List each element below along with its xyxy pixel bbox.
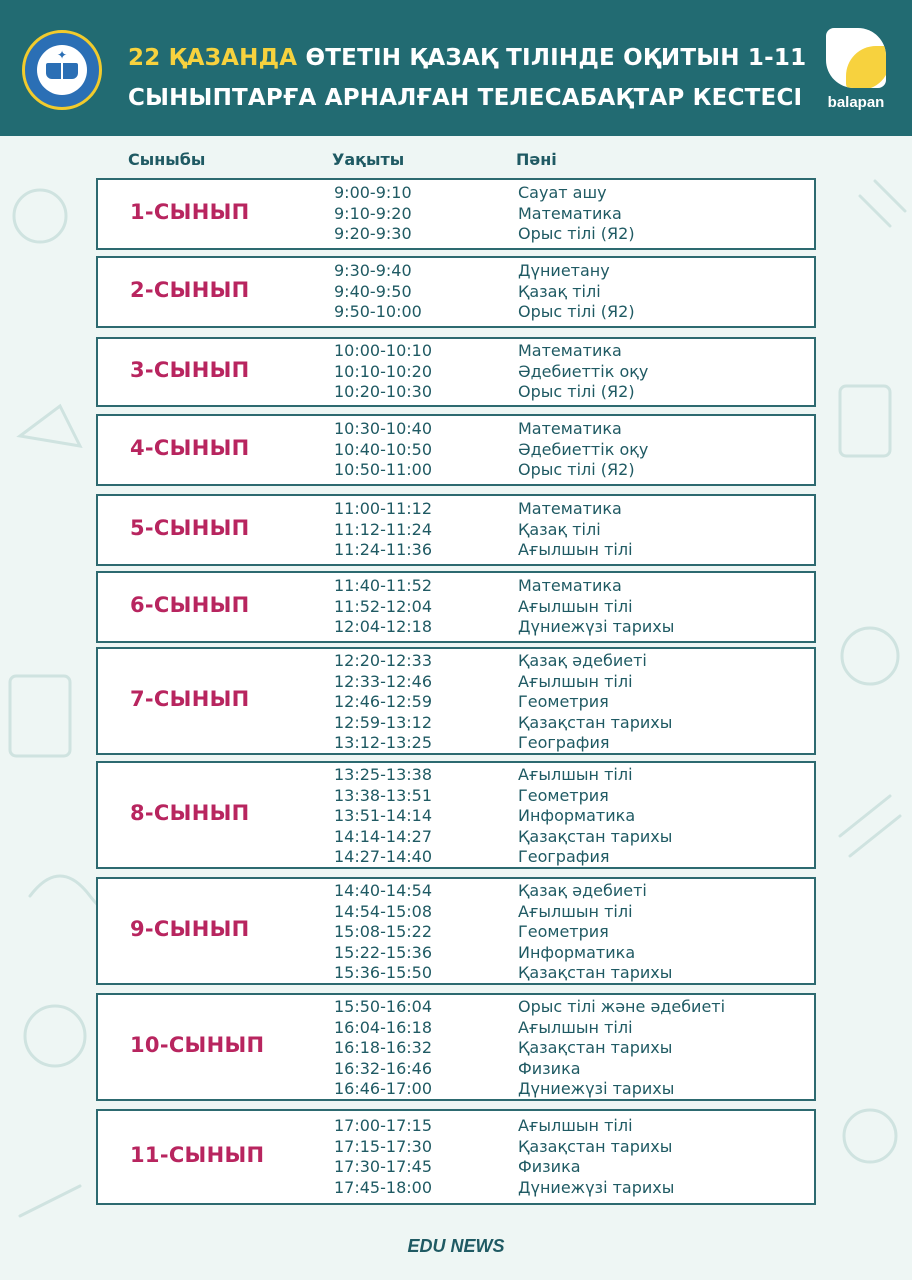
lesson-subject: Қазақ тілі [518,519,601,539]
lesson-subject: Дүниежүзі тарихы [518,1177,675,1197]
lesson-subject: Ағылшын тілі [518,540,633,560]
lesson-subjects [518,651,672,754]
lesson-subject: Қазақстан тарихы [518,712,673,732]
page-title [128,38,828,118]
schedule-row [96,256,816,328]
lesson-time: 14:40-14:54 [334,881,432,900]
lesson-subject: Математика [518,576,622,596]
lesson-time: 13:38-13:51 [334,785,432,805]
lesson-times [334,499,432,561]
lesson-subject: Орыс тілі және әдебиеті [518,997,726,1016]
lesson-time: 13:25-13:38 [334,765,432,784]
lesson-subject: Қазақ әдебиеті [518,651,647,670]
lesson-time: 15:22-15:36 [334,942,432,962]
lesson-time: 12:20-12:33 [334,651,432,670]
grade-label: 8-СЫНЫП [130,801,250,825]
lesson-time: 9:00-9:10 [334,183,412,203]
lesson-time: 14:27-14:40 [334,847,432,866]
lesson-time: 11:00-11:12 [334,499,432,519]
lesson-time: 10:30-10:40 [334,419,432,439]
lesson-subject: Дүниежүзі тарихы [518,617,675,637]
lesson-times [334,419,432,481]
grade-label: 4-СЫНЫП [130,436,250,460]
lesson-subjects [518,576,674,638]
lesson-times [334,341,432,403]
lesson-time: 17:00-17:15 [334,1116,432,1135]
lesson-subject: Геометрия [518,692,609,711]
lesson-subject: Орыс тілі (Я2) [518,460,635,480]
lesson-subjects [518,341,648,403]
lesson-subject: Информатика [518,806,636,825]
column-header-time: Уақыты [332,150,405,169]
lesson-time: 16:18-16:32 [334,1038,432,1057]
lesson-subject: Қазақ әдебиеті [518,881,647,900]
lesson-times [334,1116,432,1198]
lesson-time: 12:04-12:18 [334,617,432,637]
grade-label: 2-СЫНЫП [130,278,250,302]
lesson-times [334,651,432,754]
lesson-subjects [518,1116,674,1198]
lesson-time: 10:50-11:00 [334,460,432,480]
lesson-subjects [518,997,725,1100]
lesson-time: 11:52-12:04 [334,596,432,616]
lesson-time: 12:33-12:46 [334,671,432,691]
lesson-subject: Ағылшын тілі [518,671,633,691]
lesson-subject: Қазақстан тарихы [518,1038,673,1057]
lesson-time: 12:46-12:59 [334,692,432,711]
schedule-row [96,647,816,755]
lesson-subject: Дүниежүзі тарихы [518,1079,675,1098]
lesson-time: 9:10-9:20 [334,203,412,223]
lesson-times [334,183,412,245]
lesson-time: 11:40-11:52 [334,576,432,596]
lesson-subjects [518,881,672,984]
lesson-subject: Ағылшын тілі [518,765,633,784]
lesson-time: 13:51-14:14 [334,806,432,825]
lesson-times [334,997,432,1100]
lesson-time: 15:36-15:50 [334,963,432,982]
lesson-times [334,765,432,868]
grade-label: 5-СЫНЫП [130,516,250,540]
lesson-subject: Физика [518,1058,581,1078]
lesson-time: 17:15-17:30 [334,1136,432,1156]
ministry-emblem-icon: ✦ [22,30,102,110]
lesson-subject: Ағылшын тілі [518,596,633,616]
lesson-times [334,261,422,323]
grade-label: 10-СЫНЫП [130,1033,265,1057]
lesson-times [334,881,432,984]
lesson-subjects [518,499,633,561]
lesson-time: 10:40-10:50 [334,439,432,459]
title-date: 22 ҚАЗАНДА [128,45,298,71]
lesson-time: 15:08-15:22 [334,922,432,941]
lesson-subject: Геометрия [518,922,609,941]
grade-label: 9-СЫНЫП [130,917,250,941]
lesson-subject: Қазақстан тарихы [518,963,673,982]
lesson-subjects [518,183,635,245]
schedule-row [96,337,816,407]
title-line1: ӨТЕТІН ҚАЗАҚ ТІЛІНДЕ ОҚИТЫН 1-11 [297,45,807,71]
schedule-row [96,761,816,869]
lesson-subject: Ағылшын тілі [518,1017,633,1037]
grade-label: 11-СЫНЫП [130,1143,265,1167]
lesson-subject: Ағылшын тілі [518,1116,633,1135]
lesson-time: 9:50-10:00 [334,302,422,322]
lesson-time: 12:59-13:12 [334,712,432,732]
lesson-subject: Дүниетану [518,261,610,281]
schedule-row [96,414,816,486]
brand-logo [820,28,892,118]
brand-name: balapan [827,94,885,111]
schedule-row [96,571,816,643]
grade-label: 7-СЫНЫП [130,687,250,711]
lesson-subject: Геометрия [518,785,609,805]
schedule-row [96,1109,816,1205]
schedule-row [96,993,816,1101]
lesson-time: 10:10-10:20 [334,361,432,381]
schedule-row [96,877,816,985]
lesson-subject: География [518,733,610,752]
lesson-subject: Қазақстан тарихы [518,826,673,846]
lesson-time: 10:20-10:30 [334,382,432,402]
lesson-subject: География [518,847,610,866]
lesson-subjects [518,765,672,868]
lesson-subject: Ағылшын тілі [518,901,633,921]
grade-label: 3-СЫНЫП [130,358,250,382]
footer-source: EDU NEWS [407,1236,505,1256]
lesson-subject: Физика [518,1157,581,1176]
column-header-subject: Пәні [516,150,557,169]
lesson-subject: Математика [518,341,622,361]
grade-label: 1-СЫНЫП [130,200,250,224]
lesson-subject: Әдебиеттік оқу [518,361,649,381]
lesson-time: 16:04-16:18 [334,1017,432,1037]
lesson-subject: Информатика [518,942,636,962]
title-line2: СЫНЫПТАРҒА АРНАЛҒАН ТЕЛЕСАБАҚТАР КЕСТЕСІ [128,85,803,111]
lesson-time: 10:00-10:10 [334,341,432,361]
lesson-subject: Қазақ тілі [518,281,601,301]
lesson-subject: Орыс тілі (Я2) [518,224,635,244]
grade-label: 6-СЫНЫП [130,593,250,617]
lesson-subjects [518,419,648,481]
lesson-subject: Сауат ашу [518,183,607,203]
balapan-logo-icon [826,28,886,88]
lesson-time: 17:45-18:00 [334,1177,432,1197]
lesson-subject: Математика [518,499,622,519]
lesson-time: 13:12-13:25 [334,733,432,752]
lesson-subject: Орыс тілі (Я2) [518,302,635,322]
lesson-time: 9:30-9:40 [334,261,412,281]
lesson-time: 14:54-15:08 [334,901,432,921]
lesson-subject: Математика [518,419,622,439]
header-banner [0,0,912,136]
lesson-time: 9:20-9:30 [334,224,412,244]
lesson-time: 9:40-9:50 [334,281,412,301]
lesson-time: 17:30-17:45 [334,1157,432,1176]
lesson-time: 11:24-11:36 [334,540,432,560]
lesson-time: 16:32-16:46 [334,1058,432,1078]
column-header-grade: Сыныбы [128,150,206,169]
lesson-subject: Қазақстан тарихы [518,1136,673,1156]
lesson-subjects [518,261,635,323]
lesson-subject: Әдебиеттік оқу [518,439,649,459]
schedule-row [96,178,816,250]
lesson-subject: Математика [518,203,622,223]
lesson-time: 11:12-11:24 [334,519,432,539]
lesson-time: 14:14-14:27 [334,826,432,846]
schedule-row [96,494,816,566]
lesson-time: 16:46-17:00 [334,1079,432,1098]
lesson-time: 15:50-16:04 [334,997,432,1016]
lesson-times [334,576,432,638]
lesson-subject: Орыс тілі (Я2) [518,382,635,402]
